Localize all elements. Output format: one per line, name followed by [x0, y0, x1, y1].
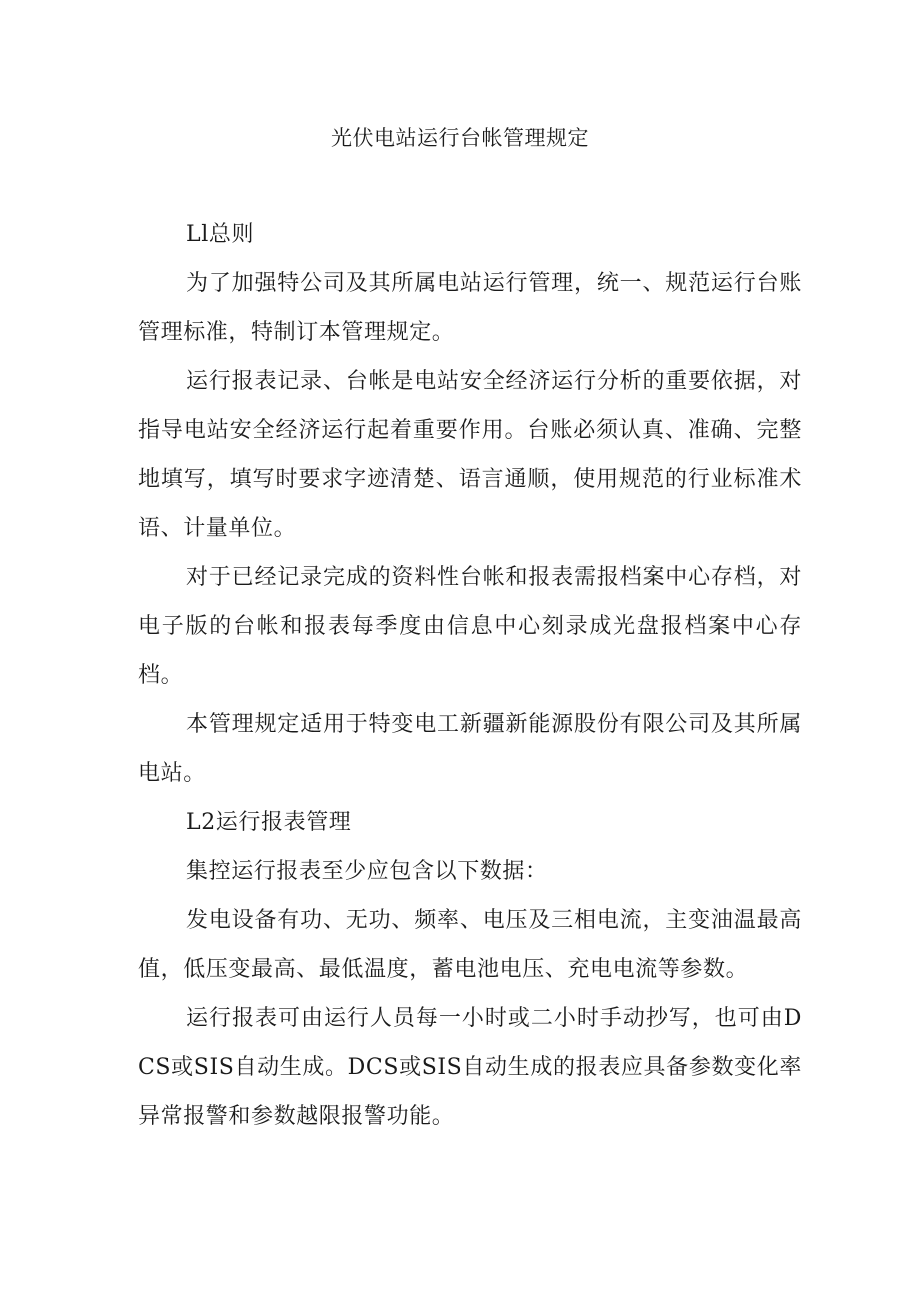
document-title: 光伏电站运行台帐管理规定 — [331, 126, 589, 150]
paragraph: 运行报表可由运行人员每一小时或二小时手动抄写，也可由DCS或SIS自动生成。DCS或SIS自动生成的报表应具备参数变化率异常报警和参数越限报警功能。 — [138, 1006, 802, 1129]
paragraph: 对于已经记录完成的资料性台帐和报表需报档案中心存档，对电子版的台帐和报表每季度由信息中心刻录成光盘报档案中心存档。 — [138, 565, 802, 688]
document-body — [138, 210, 802, 1141]
paragraph: 运行报表记录、台帐是电站安全经济运行分析的重要依据，对指导电站安全经济运行起着重要作用。台账必须认真、准确、完整地填写，填写时要求字迹清楚、语言通顺，使用规范的行业标准术语、计量单位。 — [138, 369, 802, 541]
section-heading-report-management: L2运行报表管理 — [186, 810, 352, 835]
paragraph: 为了加强特公司及其所属电站运行管理，统一、规范运行台账管理标准，特制订本管理规定。 — [138, 271, 802, 345]
section-heading-general: Ll总则 — [186, 222, 255, 247]
paragraph: 本管理规定适用于特变电工新疆新能源股份有限公司及其所属电站。 — [138, 712, 802, 786]
paragraph: 发电设备有功、无功、频率、电压及三相电流，主变油温最高值，低压变最高、最低温度，蓄电池电压、充电电流等参数。 — [138, 908, 802, 982]
paragraph: 集控运行报表至少应包含以下数据： — [186, 859, 548, 884]
